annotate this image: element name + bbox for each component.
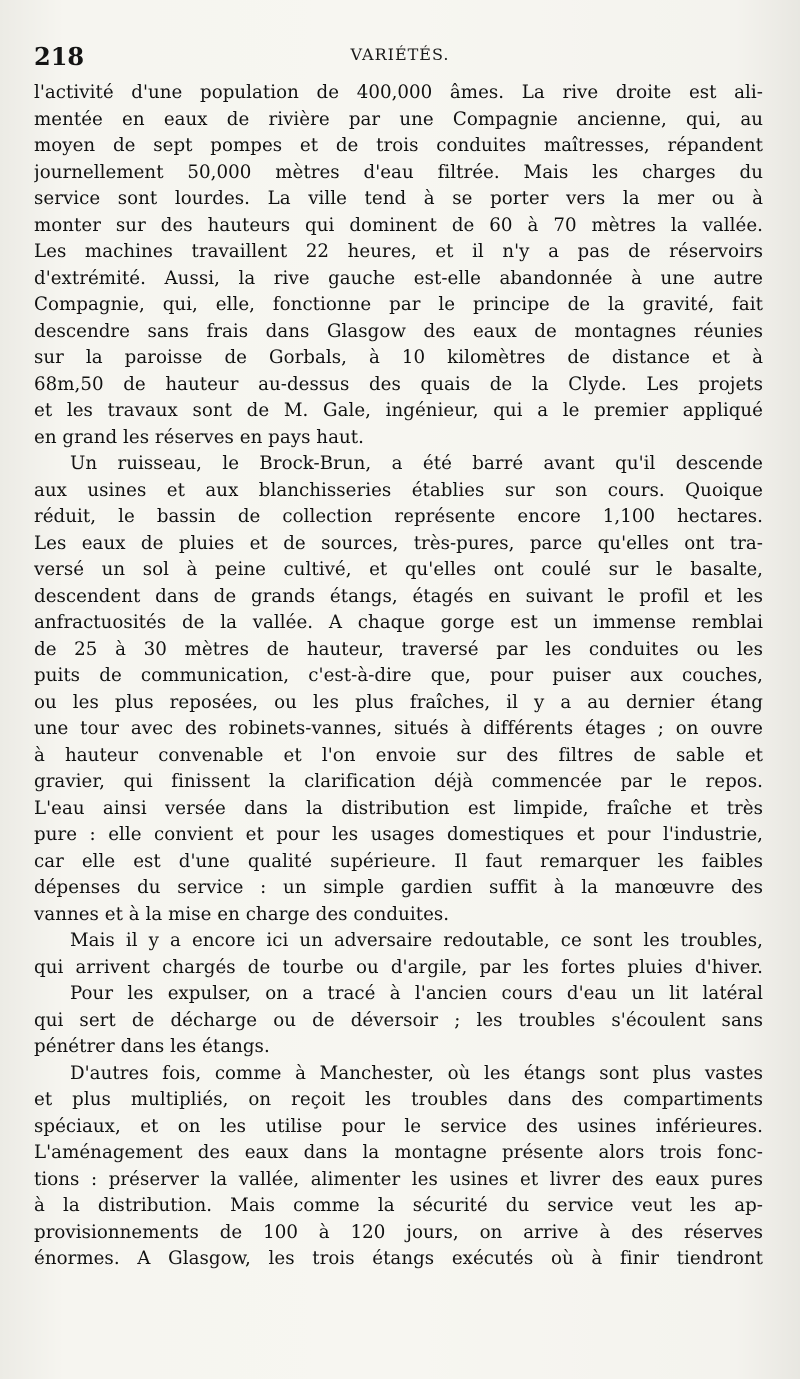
text-line: 68m,50 de hauteur au-dessus des quais de la Clyde. Les projets: [34, 373, 763, 395]
text-line: à hauteur convenable et l'on envoie sur des filtres de sable et: [34, 744, 763, 766]
text-line: aux usines et aux blanchisseries établies sur son cours. Quoique: [34, 479, 763, 501]
paragraph-start-line: Pour les expulser, on a tracé à l'ancien cours d'eau un lit latéral: [70, 983, 763, 1004]
text-line: L'eau ainsi versée dans la distribution est limpide, fraîche et très: [34, 797, 763, 819]
text-line: qui sert de décharge ou de déversoir ; les troubles s'écoulent sans: [34, 1009, 763, 1031]
text-line: mentée en eaux de rivière par une Compagnie ancienne, qui, au: [34, 108, 763, 130]
text-line: provisionnements de 100 à 120 jours, on arrive à des réserves: [34, 1221, 763, 1243]
page-number: 218: [34, 42, 85, 71]
text-line: ou les plus reposées, ou les plus fraîches, il y a au dernier étang: [34, 691, 763, 713]
text-line: dépenses du service : un simple gardien suffit à la manœuvre des: [34, 877, 763, 898]
running-head: VARIÉTÉS.: [350, 45, 450, 64]
text-line: Compagnie, qui, elle, fonctionne par le principe de la gravité, fait: [34, 294, 763, 315]
text-line: puits de communication, c'est-à-dire que, pour puiser aux couches,: [34, 665, 763, 686]
text-line: gravier, qui finissent la clarification déjà commencée par le repos.: [34, 771, 763, 792]
text-line: monter sur des hauteurs qui dominent de 60 à 70 mètres la vallée.: [34, 214, 763, 236]
page-header: [34, 40, 766, 76]
paragraph-start-line: D'autres fois, comme à Manchester, où les étangs sont plus vastes: [70, 1062, 763, 1084]
paragraph-end-line: en grand les réserves en pays haut.: [34, 426, 364, 448]
text-line: anfractuosités de la vallée. A chaque gorge est un immense remblai: [34, 612, 763, 633]
text-line: car elle est d'une qualité supérieure. Il faut remarquer les faibles: [34, 850, 763, 872]
text-line: à la distribution. Mais comme la sécurité du service veut les ap-: [34, 1195, 763, 1216]
paragraph-start-line: Mais il y a encore ici un adversaire redoutable, ce sont les troubles,: [70, 930, 763, 951]
text-line: de 25 à 30 mètres de hauteur, traversé par les conduites ou les: [34, 638, 763, 660]
text-line: descendre sans frais dans Glasgow des eaux de montagnes réunies: [34, 320, 763, 342]
text-line: qui arrivent chargés de tourbe ou d'argile, par les fortes pluies d'hiver.: [34, 956, 763, 978]
text-line: Les machines travaillent 22 heures, et il n'y a pas de réservoirs: [34, 241, 763, 262]
text-line: une tour avec des robinets-vannes, situés à différents étages ; on ouvre: [34, 718, 763, 739]
text-line: et les travaux sont de M. Gale, ingénieur, qui a le premier appliqué: [34, 400, 763, 421]
text-line: l'activité d'une population de 400,000 âmes. La rive droite est ali-: [34, 82, 763, 103]
text-line: descendent dans de grands étangs, étagés en suivant le profil et les: [34, 585, 763, 607]
text-line: réduit, le bassin de collection représente encore 1,100 hectares.: [34, 506, 763, 527]
paragraph-end-line: vannes et à la mise en charge des conduites.: [34, 903, 450, 925]
text-line: pure : elle convient et pour les usages domestiques et pour l'industrie,: [34, 824, 763, 845]
text-line: service sont lourdes. La ville tend à se porter vers la mer ou à: [34, 188, 763, 209]
text-line: versé un sol à peine cultivé, et qu'elles ont coulé sur le basalte,: [34, 559, 763, 580]
text-line: d'extrémité. Aussi, la rive gauche est-elle abandonnée à une autre: [34, 267, 763, 289]
paragraph-end-line: pénétrer dans les étangs.: [34, 1036, 270, 1057]
text-line: énormes. A Glasgow, les trois étangs exécutés où à finir tiendront: [34, 1248, 763, 1269]
text-line: spéciaux, et on les utilise pour le service des usines inférieures.: [34, 1115, 763, 1137]
text-line: moyen de sept pompes et de trois conduites maîtresses, répandent: [34, 135, 763, 156]
text-line: L'aménagement des eaux dans la montagne présente alors trois fonc-: [34, 1142, 763, 1163]
body-text: [34, 80, 763, 1273]
text-line: tions : préserver la vallée, alimenter les usines et livrer des eaux pures: [34, 1168, 763, 1190]
text-line: sur la paroisse de Gorbals, à 10 kilomètres de distance et à: [34, 347, 763, 368]
text-line: Les eaux de pluies et de sources, très-pures, parce qu'elles ont tra-: [34, 532, 763, 554]
text-line: et plus multipliés, on reçoit les troubles dans des compartiments: [34, 1089, 763, 1110]
text-line: journellement 50,000 mètres d'eau filtrée. Mais les charges du: [34, 161, 763, 183]
paragraph-start-line: Un ruisseau, le Brock-Brun, a été barré avant qu'il descende: [70, 453, 763, 474]
